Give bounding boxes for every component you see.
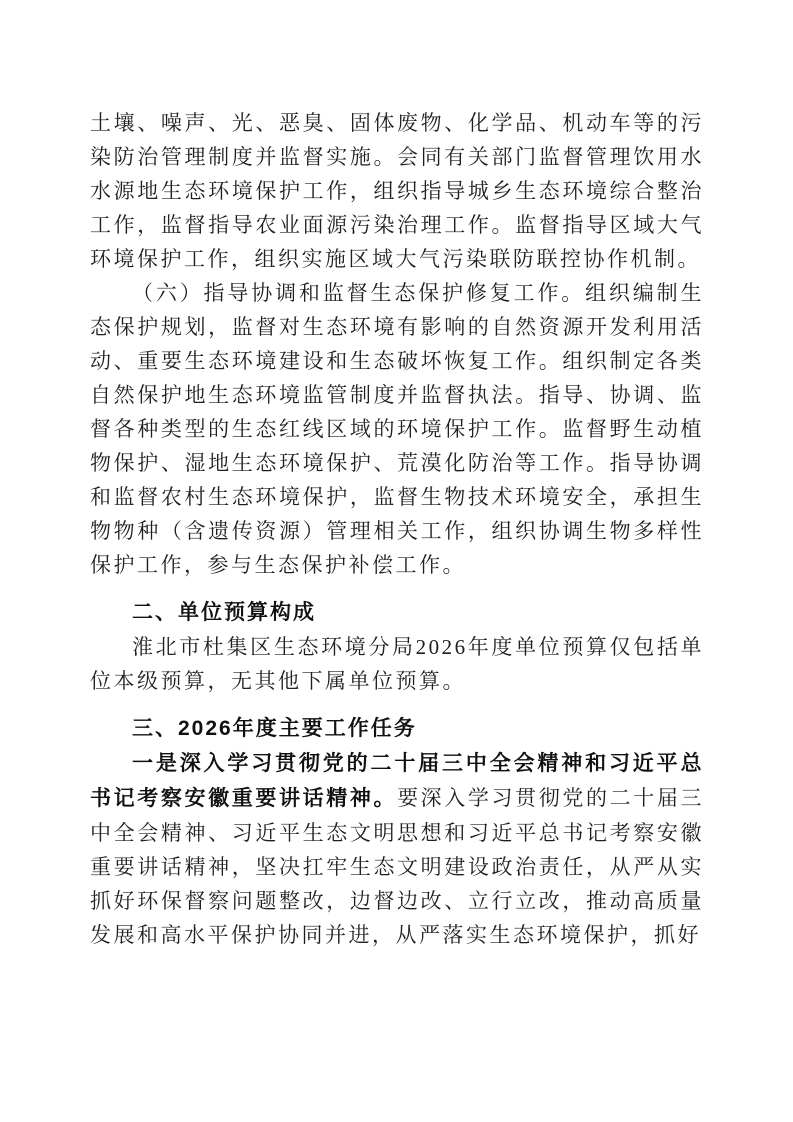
section-heading-main-tasks: 三、2026年度主要工作任务	[132, 717, 417, 740]
paragraph-task-one	[90, 746, 704, 952]
paragraph-task-one-body-text: 要深入学习贯彻党的二十届三中全会精神、习近平生态文明思想和习近平总书记考察安徽重要讲话精神，坚决扛牢生态文明建设政治责任，从严从实抓好环保督察问题整改，边督边改、立行立改，推动高质量发展和高水平保护协同并进，从严落实生态环境保护，抓好	[90, 786, 705, 947]
section-heading-budget-composition: 二、单位预算构成	[132, 601, 316, 624]
paragraph-eco-protection-duties: （六）指导协调和监督生态保护修复工作。组织编制生态保护规划，监督对生态环境有影响的自然资源开发利用活动、重要生态环境建设和生态破坏恢复工作。组织制定各类自然保护地生态环境监管制度并监督执法。指导、协调、监督各种类型的生态红线区域的环境保护工作。监督野生动植物保护、湿地生态环境保护、荒漠化防治等工作。指导协调和监督农村生态环境保护，监督生物技术环境安全，承担生物物种（含遗传资源）管理相关工作，组织协调生物多样性保护工作，参与生态保护补偿工作。	[90, 281, 704, 577]
paragraph-pollution-duties: 土壤、噪声、光、恶臭、固体废物、化学品、机动车等的污染防治管理制度并监督实施。会同有关部门监督管理饮用水水源地生态环境保护工作，组织指导城乡生态环境综合整治工作，监督指导农业面源污染治理工作。监督指导区域大气环境保护工作，组织实施区域大气污染联防联控协作机制。	[90, 111, 704, 271]
paragraph-task-one-bold-lead: 一是深入学习贯彻党的二十届三中全会精神和习近平总书记考察安徽重要讲话精神。	[90, 752, 704, 810]
paragraph-budget-scope: 淮北市杜集区生态环境分局2026年度单位预算仅包括单位本级预算，无其他下属单位预算。	[90, 635, 704, 693]
document-content	[90, 106, 704, 952]
